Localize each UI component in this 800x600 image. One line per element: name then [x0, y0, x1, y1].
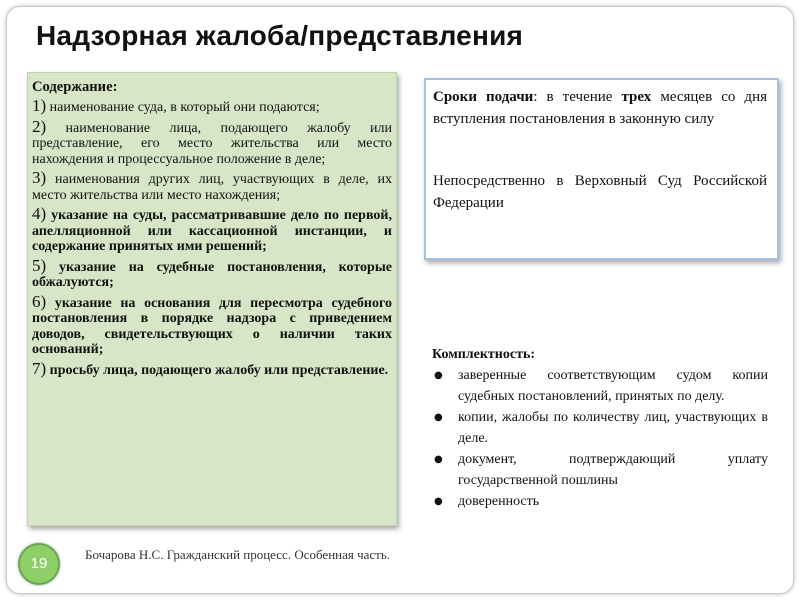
- content-item: [32, 291, 392, 358]
- bullet-icon: ●: [434, 454, 443, 465]
- deadline-text: [433, 86, 767, 130]
- page-number-badge: 19: [18, 543, 60, 585]
- completeness-item: [432, 449, 768, 491]
- content-item-number: 6): [32, 291, 47, 311]
- content-item-number: 4): [32, 204, 47, 223]
- completeness-item-text: копии, жалобы по количеству лиц, участвующих в деле.: [458, 410, 768, 446]
- bullet-icon: ●: [434, 370, 443, 381]
- completeness-item-text: документ, подтверждающий уплату государственной пошлины: [458, 452, 768, 488]
- completeness-heading: Комплектность:: [432, 347, 536, 362]
- content-item: [32, 206, 392, 255]
- content-item-text: указание на суды, рассматривавшие дело по первой, апелляционной или кассационной инстанции, и содержание принятых ими решений;: [32, 208, 392, 254]
- content-item-number: 5): [32, 255, 47, 275]
- content-item: [32, 358, 392, 379]
- bullet-icon: ●: [434, 412, 443, 423]
- content-item-text: просьбу лица, подающего жалобу или представление.: [46, 362, 389, 378]
- completeness-item-text: заверенные соответствующим судом копии судебных постановлений, принятых по делу.: [458, 368, 768, 404]
- content-item-number: 2): [32, 116, 47, 136]
- bullet-icon: ●: [434, 496, 443, 507]
- content-item-text: наименования других лиц, участвующих в деле, их место жительства или место нахождения;: [32, 172, 392, 203]
- content-item: [32, 255, 392, 291]
- completeness-item: [432, 407, 768, 449]
- deadline-text-2: месяцев со дня вступления постановления в законную силу: [433, 89, 767, 127]
- content-requirements-box: [27, 72, 397, 526]
- content-item-number: 1): [32, 96, 47, 115]
- content-heading: Содержание:: [32, 79, 118, 95]
- completeness-item: [432, 365, 768, 407]
- deadline-bold-word: трех: [621, 89, 652, 105]
- completeness-item-text: доверенность: [458, 494, 540, 509]
- slide-title: Надзорная жалоба/представления: [36, 20, 524, 51]
- deadline-text-1: : в течение: [533, 89, 622, 105]
- content-item-number: 3): [32, 168, 47, 187]
- footer-author: Бочарова Н.С. Гражданский процесс. Особенная часть.: [85, 547, 391, 562]
- content-item: [32, 170, 392, 203]
- deadline-label: Сроки подачи: [433, 89, 534, 105]
- content-item-text: указание на судебные постановления, которые обжалуются;: [32, 259, 392, 290]
- content-list: [32, 98, 392, 378]
- content-item: [32, 116, 392, 168]
- court-text: Непосредственно в Верховный Суд Российской Федерации: [433, 173, 767, 211]
- content-item-text: наименование лица, подающего жалобу или представление, его место жительства или место нахождения и процессуальное положение в деле;: [32, 120, 392, 167]
- content-item-number: 7): [32, 358, 47, 378]
- completeness-section: [432, 344, 768, 512]
- content-item-text: наименование суда, в который они подаются;: [46, 100, 320, 115]
- content-item-text: указание на основания для пересмотра судебного постановления в порядке надзора с приведением доводов, свидетельствующих о наличии таких оснований;: [32, 295, 392, 357]
- deadline-box: [424, 78, 779, 260]
- content-item: [32, 98, 392, 116]
- completeness-list: [432, 365, 768, 512]
- completeness-item: [432, 491, 768, 512]
